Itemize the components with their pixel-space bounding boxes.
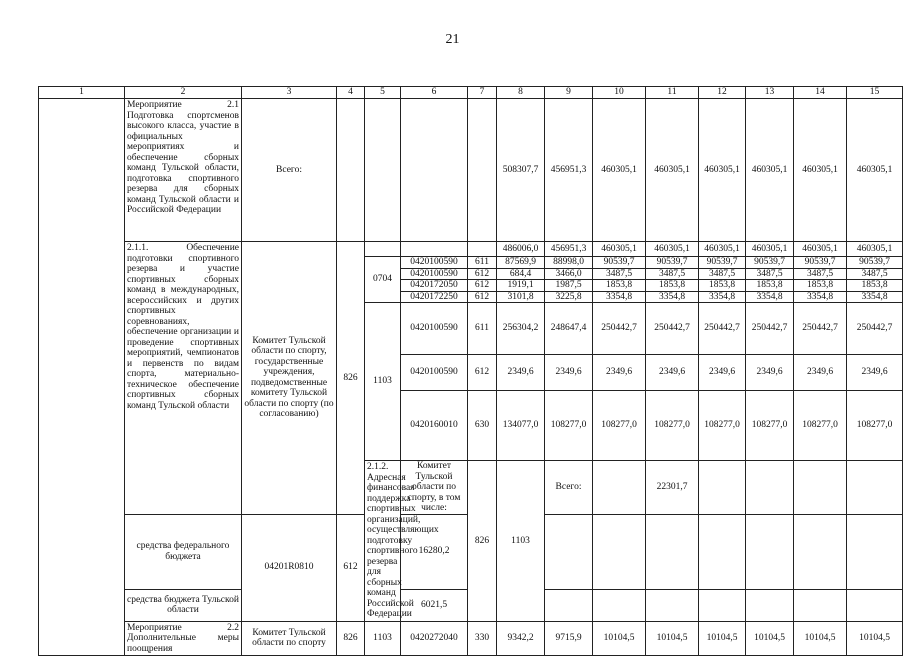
value-cell: 3101,8 xyxy=(497,291,545,303)
value-cell: 3487,5 xyxy=(646,268,699,280)
table-row xyxy=(39,99,903,242)
value-cell: 90539,7 xyxy=(699,257,746,269)
value-cell: 3354,8 xyxy=(794,291,847,303)
value-cell: 460305,1 xyxy=(794,99,847,242)
section-code: 1103 xyxy=(497,461,545,622)
column-header: 2 xyxy=(125,87,242,99)
csr-code: 0420100590 xyxy=(401,268,468,280)
empty-cell xyxy=(847,589,903,621)
grbs-code: 826 xyxy=(468,461,497,622)
table-row xyxy=(39,242,903,257)
column-header: 5 xyxy=(365,87,401,99)
value-cell: 460305,1 xyxy=(699,242,746,257)
activity-name: Мероприятие 2.1 Подготовка спортсменов высокого класса, участие в официальных мероприятиях и обеспечение сборных команд Тульской области, подготовка спортивного резерва для сборных команд Тульской области и Российской Федерации xyxy=(125,99,242,242)
value-cell: 460305,1 xyxy=(847,99,903,242)
value-cell: 90539,7 xyxy=(646,257,699,269)
empty-cell xyxy=(847,461,903,515)
csr-code: 0420100590 xyxy=(401,257,468,269)
value-cell: 460305,1 xyxy=(746,99,794,242)
value-cell: 456951,3 xyxy=(545,99,593,242)
value-cell: 108277,0 xyxy=(847,391,903,461)
empty-cell xyxy=(699,514,746,589)
value-cell: 108277,0 xyxy=(699,391,746,461)
empty-cell xyxy=(365,99,401,242)
column-header: 4 xyxy=(337,87,365,99)
total-label: Всего: xyxy=(545,461,593,515)
column-header: 7 xyxy=(468,87,497,99)
page-number: 21 xyxy=(445,32,460,47)
empty-cell xyxy=(746,589,794,621)
column-header: 10 xyxy=(593,87,646,99)
vr-code: 330 xyxy=(468,621,497,656)
funding-source: средства бюджета Тульской области xyxy=(125,589,242,621)
value-cell: 2349,6 xyxy=(497,355,545,391)
vr-code: 612 xyxy=(468,291,497,303)
csr-code: 0420172250 xyxy=(401,291,468,303)
empty-cell xyxy=(545,589,593,621)
column-header: 14 xyxy=(794,87,847,99)
executor: Комитет Тульской области по спорту, государственные учреждения, подведомственные комитету Тульской области по спорту (по согласованию) xyxy=(242,242,337,515)
value-cell: 3466,0 xyxy=(545,268,593,280)
column-header: 11 xyxy=(646,87,699,99)
empty-cell xyxy=(646,514,699,589)
empty-cell xyxy=(365,242,401,257)
value-cell: 87569,9 xyxy=(497,257,545,269)
value-cell: 1853,8 xyxy=(699,280,746,292)
value-cell: 3225,8 xyxy=(545,291,593,303)
value-cell: 90539,7 xyxy=(847,257,903,269)
value-cell: 460305,1 xyxy=(746,242,794,257)
table-body xyxy=(39,87,903,656)
section-code: 1103 xyxy=(365,303,401,461)
csr-code: 0420160010 xyxy=(401,391,468,461)
value-cell: 3487,5 xyxy=(847,268,903,280)
empty-cell xyxy=(593,589,646,621)
value-cell: 134077,0 xyxy=(497,391,545,461)
csr-code: 0420172050 xyxy=(401,280,468,292)
value-cell: 456951,3 xyxy=(545,242,593,257)
value-cell: 250442,7 xyxy=(699,303,746,355)
value-cell: 2349,6 xyxy=(699,355,746,391)
value-cell: 9342,2 xyxy=(497,621,545,656)
empty-cell xyxy=(699,589,746,621)
value-cell: 250442,7 xyxy=(847,303,903,355)
value-cell: 10104,5 xyxy=(794,621,847,656)
column-header: 1 xyxy=(39,87,125,99)
vr-code: 612 xyxy=(468,268,497,280)
value-cell: 90539,7 xyxy=(794,257,847,269)
empty-cell xyxy=(699,461,746,515)
value-cell: 3487,5 xyxy=(699,268,746,280)
empty-cell xyxy=(593,514,646,589)
csr-code: 04201R0810 xyxy=(242,514,337,621)
empty-cell xyxy=(468,99,497,242)
csr-code: 0420100590 xyxy=(401,303,468,355)
value-cell: 2349,6 xyxy=(847,355,903,391)
value-cell: 2349,6 xyxy=(746,355,794,391)
grbs-code: 826 xyxy=(337,242,365,515)
empty-cell xyxy=(401,242,468,257)
vr-code: 611 xyxy=(468,303,497,355)
empty-cell xyxy=(746,461,794,515)
value-cell: 250442,7 xyxy=(593,303,646,355)
executor: Комитет Тульской области по спорту, в том числе: xyxy=(401,461,468,515)
value-cell: 684,4 xyxy=(497,268,545,280)
activity-name: Мероприятие 2.2 Дополнительные меры поощрения xyxy=(125,621,242,656)
value-cell: 9715,9 xyxy=(545,621,593,656)
value-cell: 3487,5 xyxy=(593,268,646,280)
empty-cell xyxy=(794,514,847,589)
value-cell: 1919,1 xyxy=(497,280,545,292)
vr-code: 612 xyxy=(468,355,497,391)
value-cell: 108277,0 xyxy=(746,391,794,461)
value-cell: 10104,5 xyxy=(593,621,646,656)
funding-source: средства федерального бюджета xyxy=(125,514,242,589)
value-cell: 460305,1 xyxy=(794,242,847,257)
value-cell: 2349,6 xyxy=(545,355,593,391)
column-header: 12 xyxy=(699,87,746,99)
column-header: 13 xyxy=(746,87,794,99)
value-cell: 10104,5 xyxy=(699,621,746,656)
column-header: 15 xyxy=(847,87,903,99)
csr-code: 0420100590 xyxy=(401,355,468,391)
empty-cell xyxy=(39,99,125,656)
value-cell: 3354,8 xyxy=(746,291,794,303)
value-cell: 250442,7 xyxy=(646,303,699,355)
value-cell: 90539,7 xyxy=(593,257,646,269)
value-cell: 3487,5 xyxy=(746,268,794,280)
value-cell: 460305,1 xyxy=(847,242,903,257)
value-cell: 1853,8 xyxy=(646,280,699,292)
table-row xyxy=(39,621,903,656)
value-cell: 22301,7 xyxy=(646,461,699,515)
value-cell: 486006,0 xyxy=(497,242,545,257)
value-cell: 250442,7 xyxy=(794,303,847,355)
empty-cell xyxy=(646,589,699,621)
value-cell: 460305,1 xyxy=(646,242,699,257)
value-cell: 460305,1 xyxy=(699,99,746,242)
empty-cell xyxy=(401,99,468,242)
value-cell: 248647,4 xyxy=(545,303,593,355)
value-cell: 1853,8 xyxy=(847,280,903,292)
empty-cell xyxy=(337,99,365,242)
budget-table xyxy=(38,86,903,656)
empty-cell xyxy=(545,514,593,589)
value-cell: 108277,0 xyxy=(794,391,847,461)
activity-name: 2.1.2. Адресная финансовая поддержка спортивных организаций, осуществляющих подготовку спортивного резерва для сборных команд Российской Федерации xyxy=(365,461,401,622)
value-cell: 3354,8 xyxy=(646,291,699,303)
column-header: 3 xyxy=(242,87,337,99)
value-cell: 460305,1 xyxy=(646,99,699,242)
vr-code: 611 xyxy=(468,257,497,269)
value-cell: 508307,7 xyxy=(497,99,545,242)
value-cell: 3354,8 xyxy=(593,291,646,303)
empty-cell xyxy=(794,589,847,621)
value-cell: 3354,8 xyxy=(699,291,746,303)
value-cell: 2349,6 xyxy=(646,355,699,391)
value-cell: 256304,2 xyxy=(497,303,545,355)
value-cell: 10104,5 xyxy=(646,621,699,656)
csr-code: 0420272040 xyxy=(401,621,468,656)
value-cell: 460305,1 xyxy=(593,242,646,257)
vr-code: 612 xyxy=(337,514,365,621)
value-cell: 1853,8 xyxy=(593,280,646,292)
value-cell: 250442,7 xyxy=(746,303,794,355)
value-cell: 10104,5 xyxy=(746,621,794,656)
value-cell: 1853,8 xyxy=(794,280,847,292)
empty-cell xyxy=(794,461,847,515)
column-header: 9 xyxy=(545,87,593,99)
value-cell: 90539,7 xyxy=(746,257,794,269)
value-cell: 16280,2 xyxy=(401,514,468,589)
value-cell: 88998,0 xyxy=(545,257,593,269)
total-label: Всего: xyxy=(242,99,337,242)
value-cell: 3487,5 xyxy=(794,268,847,280)
value-cell: 1853,8 xyxy=(746,280,794,292)
empty-cell xyxy=(593,461,646,515)
value-cell: 108277,0 xyxy=(593,391,646,461)
header-row xyxy=(39,87,903,99)
vr-code: 630 xyxy=(468,391,497,461)
section-code: 0704 xyxy=(365,257,401,303)
value-cell: 108277,0 xyxy=(545,391,593,461)
value-cell: 6021,5 xyxy=(401,589,468,621)
value-cell: 108277,0 xyxy=(646,391,699,461)
vr-code: 612 xyxy=(468,280,497,292)
column-header: 8 xyxy=(497,87,545,99)
value-cell: 1987,5 xyxy=(545,280,593,292)
grbs-code: 826 xyxy=(337,621,365,656)
value-cell: 2349,6 xyxy=(794,355,847,391)
empty-cell xyxy=(746,514,794,589)
section-code: 1103 xyxy=(365,621,401,656)
activity-name: 2.1.1. Обеспечение подготовки спортивного резерва и участие спортивных сборных команд в международных, всероссийских и других спортивных соревнованиях, обеспечение организации и проведение спортивных мероприятий, чемпионатов и первенств по видам спорта, материально-техническое обеспечение спортивных сборных команд Тульской области xyxy=(125,242,242,515)
value-cell: 10104,5 xyxy=(847,621,903,656)
value-cell: 2349,6 xyxy=(593,355,646,391)
column-header: 6 xyxy=(401,87,468,99)
empty-cell xyxy=(847,514,903,589)
value-cell: 460305,1 xyxy=(593,99,646,242)
executor: Комитет Тульской области по спорту xyxy=(242,621,337,656)
empty-cell xyxy=(468,242,497,257)
value-cell: 3354,8 xyxy=(847,291,903,303)
